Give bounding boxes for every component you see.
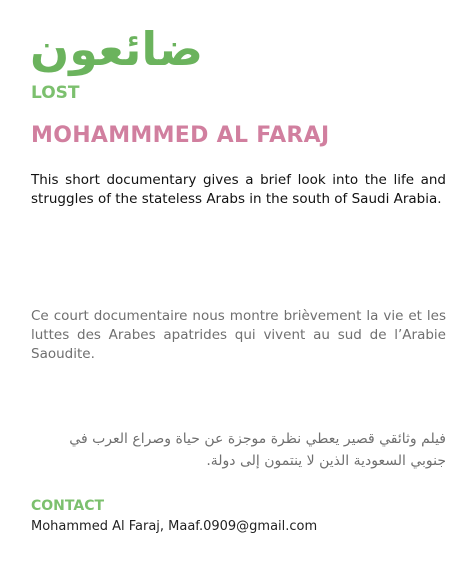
arabic-description: فيلم وثائقي قصير يعطي نظرة موجزة عن حياة وصراع العرب في جنوبي السعودية الذين لا ينتمون إلى دولة.	[69, 431, 446, 469]
english-title: LOST	[31, 83, 80, 103]
contact-heading: CONTACT	[31, 498, 105, 514]
french-description: Ce court documentaire nous montre brièvement la vie et les luttes des Arabes apatrides qui vivent au sud de l’Arabie Saoudite.	[31, 308, 446, 362]
director-name: MOHAMMMED AL FARAJ	[31, 123, 330, 148]
contact-info: Mohammed Al Faraj, Maaf.0909@gmail.com	[31, 519, 318, 534]
arabic-title: ضائعون	[30, 22, 204, 76]
english-description: This short documentary gives a brief look into the life and struggles of the stateless Arabs in the south of Saudi Arabia.	[31, 172, 446, 207]
